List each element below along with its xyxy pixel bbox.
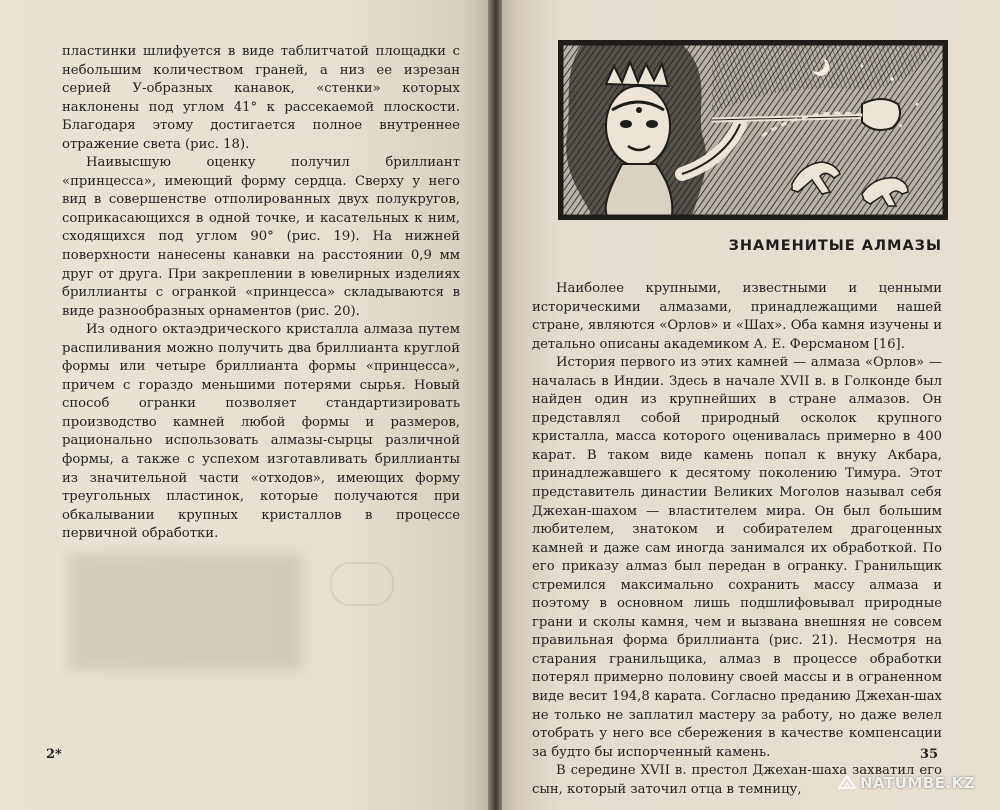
paragraph: История первого из этих камней — алмаза «Орлов» — началась в Индии. Здесь в начале XVII в. в Голконде был найден один из крупнейших в стране алмазов. Он представлял собой природный осколок крупного кристалла, масса которого оценивалась примерно в 400 карат. В таком виде камень попал к внуку Акбара, принадлежавшего к десятому поколению Тимура. Этот представитель династии Великих Моголов называл себя Джехан-шахом — властителем мира. Он был большим любителем, знатоком и собирателем драгоценных камней и даже сам иногда занимался их обработкой. По его приказу алмаз был передан в огранку. Гранильщик стремился максимально сохранить массу алмаза и поэтому в основном лишь подшлифовывал природные грани и сколы камня, чем и вызвана внешняя не совсем правильная форма бриллианта (рис. 21). Несмотря на старания гранильщика, алмаз в процессе обработки потерял примерно половину своей массы и в ограненном виде весит 194,8 карата. Согласно преданию Джехан-шах не только не заплатил мастеру за работу, но даже велел отобрать у него все сбережения в качестве компенсации за будто бы испорченный камень. bbox=[532, 355, 942, 760]
signature-mark: 2* bbox=[46, 747, 62, 762]
chapter-heading: ЗНАМЕНИТЫЕ АЛМАЗЫ bbox=[728, 238, 942, 254]
site-watermark bbox=[838, 774, 975, 792]
paragraph: пластинки шлифуется в виде таблитчатой площадки с небольшим количеством граней, а низ ее изрезан серией У-образных канавок, «стенки» которых наклонены под углом 41° к рассекаемой плоскости. Благодаря этому достигается полное внутреннее отражение света (рис. 18). bbox=[62, 44, 460, 152]
paragraph: Из одного октаэдрического кристалла алмаза путем распиливания можно получить два бриллианта круглой формы или четыре бриллианта формы «принцесса», причем с гораздо меньшими потерями сырья. Новый способ огранки позволяет стандартизировать производство камней любой формы и размеров, рационально использовать алмазы-сырцы различной формы, а также с успехом изготавливать бриллианты из значительной части «отходов», имеющих форму треугольных пластинок, которые получаются при обкалывании крупных кристаллов в процессе первичной обработки. bbox=[62, 322, 460, 542]
page-number: 35 bbox=[920, 747, 939, 762]
right-page-text bbox=[532, 280, 942, 799]
engraving-image bbox=[562, 44, 944, 216]
bleed-through-shape bbox=[330, 562, 394, 606]
book-gutter bbox=[488, 0, 502, 810]
paragraph: Наивысшую оценку получил бриллиант «принцесса», имеющий форму сердца. Сверху у него вид в совершенстве отполированных двух полукругов, соприкасающихся в одной точке, и касательных к ним, сходящихся под углом 90° (рис. 19). На нижней поверхности нанесены канавки на расстоянии 0,9 мм друг от друга. При закреплении в ювелирных изделиях бриллианты с огранкой «принцесса» складываются в виде разнообразных орнаментов (рис. 20). bbox=[62, 155, 460, 319]
left-page-text bbox=[62, 43, 460, 544]
chapter-engraving bbox=[558, 40, 948, 220]
right-page bbox=[498, 0, 1000, 810]
paragraph: Наиболее крупными, известными и ценными историческими алмазами, принадлежащими нашей стране, являются «Орлов» и «Шах». Оба камня изучены и детально описаны академиком А. Е. Ферсманом [16]. bbox=[532, 281, 942, 352]
left-page bbox=[0, 0, 492, 810]
bleed-through-shadow bbox=[70, 553, 302, 671]
watermark-logo-icon bbox=[838, 774, 856, 790]
watermark-text: NATUMBE.KZ bbox=[860, 774, 976, 792]
paragraph: В середине XVII в. престол Джехан-шаха захватил его сын, который заточил отца в темницу, bbox=[532, 763, 942, 797]
